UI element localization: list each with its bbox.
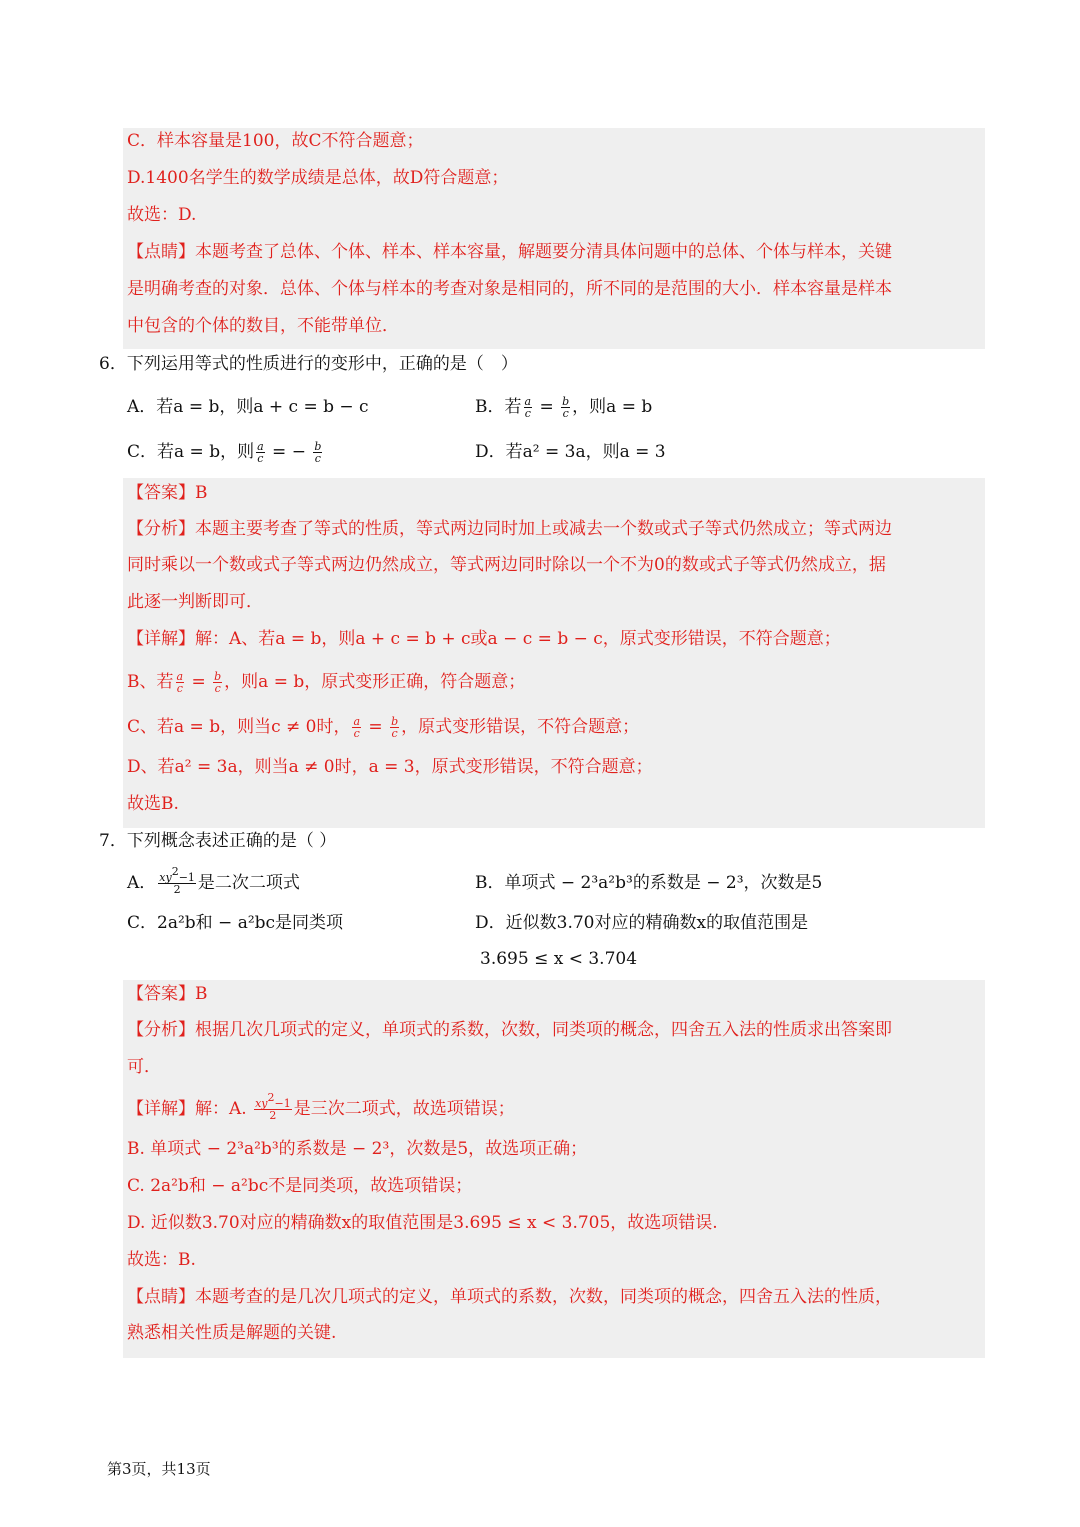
q7-option-a-label: A．: [127, 873, 157, 893]
detail-b-pre: B、若: [127, 672, 174, 692]
q7-option-d-1: D．近似数3.70对应的精确数x的取值范围是: [475, 913, 809, 933]
detail-a-post: 是三次二项式，故选项错误；: [293, 1099, 515, 1119]
prev-note-1: [127, 239, 892, 265]
q7-note-2: 熟悉相关性质是解题的关键.: [127, 1323, 337, 1343]
q6-analysis-1: [127, 516, 892, 542]
answer-tag: 【答案】: [127, 984, 195, 1004]
analysis-tag: 【分析】: [127, 1020, 195, 1040]
q7-analysis-2: 可．: [127, 1057, 161, 1077]
q6-detail-d: D、若a² = 3a，则当a ≠ 0时，a = 3，原式变形错误，不符合题意；: [127, 757, 653, 777]
note-tag: 【点睛】: [127, 1287, 195, 1307]
q7-detail-a: [127, 1091, 515, 1122]
detail-b-post: ，则a = b，原式变形正确，符合题意；: [224, 672, 526, 692]
fraction-a-over-c: $\frac{a}{c}$: [176, 670, 184, 695]
q7-stem-text: 下列概念表述正确的是（ ）: [126, 831, 337, 851]
q6-detail-b: B、若 $\frac{a}{c}$ = $\frac{b}{c}$ ，则a = b，原式变形正确，符合题意；: [127, 670, 526, 695]
answer-value: B: [195, 984, 208, 1004]
q6-analysis-3: 此逐一判断即可．: [127, 592, 263, 612]
prev-note-3: 中包含的个体的数目，不能带单位．: [127, 316, 399, 336]
q7-answer: [127, 981, 208, 1007]
fraction-b-over-c: $\frac{b}{c}$: [214, 670, 222, 695]
q7-stem: [99, 828, 336, 854]
q6-detail-c: C、若a = b，则当c ≠ 0时， $\frac{a}{c}$ = $\frac{b}{c}$ ，原式变形错误，不符合题意；: [127, 715, 640, 740]
q6-answer: [127, 480, 208, 506]
detail-tag: 【详解】: [127, 1099, 195, 1119]
page-number: 第3页，共13页: [107, 1460, 211, 1478]
prev-note-2: 是明确考查的对象．总体、个体与样本的考查对象是相同的，所不同的是范围的大小．样本容量是样本: [127, 279, 892, 299]
q7-option-a: [127, 865, 300, 896]
fraction-b-over-c: $\frac{b}{c}$: [562, 395, 570, 420]
fraction-xy2-minus-1-over-2: $\frac{xy^2-1}{2}$: [159, 865, 195, 896]
q6-stem: [99, 351, 518, 377]
q7-number: 7．: [99, 831, 127, 851]
q7-detail-b: B. 单项式 − 2³a²b³的系数是 − 2³，次数是5，故选项正确；: [127, 1139, 588, 1159]
answer-value: B: [195, 483, 208, 503]
prev-answer: 故选：D.: [127, 205, 197, 225]
fraction-b-over-c: $\frac{b}{c}$: [314, 440, 322, 465]
fraction-a-over-c: $\frac{a}{c}$: [257, 440, 264, 465]
q7-conclusion: 故选：B.: [127, 1250, 196, 1270]
analysis-text: 本题主要考查了等式的性质，等式两边同时加上或减去一个数或式子等式仍然成立；等式两边: [195, 519, 892, 539]
q6-analysis-2: 同时乘以一个数或式子等式两边仍然成立，等式两边同时除以一个不为0的数或式子等式仍然成立，据: [127, 555, 886, 575]
detail-text: 解：A、若a = b，则a + c = b + c或a − c = b − c，原式变形错误，不符合题意；: [195, 629, 841, 649]
q6-option-d: D．若a² = 3a，则a = 3: [475, 442, 666, 462]
detail-c-pre: C、若a = b，则当c ≠ 0时，: [127, 717, 351, 737]
note-text: 本题考查了总体、个体、样本、样本容量，解题要分清具体问题中的总体、个体与样本，关键: [195, 242, 892, 262]
q6-option-a: A．若a = b，则a + c = b − c: [127, 397, 369, 417]
q6-conclusion: 故选B.: [127, 794, 179, 814]
q6-option-b: B．若 $\frac{a}{c}$ = $\frac{b}{c}$ ，则a = b: [475, 395, 653, 420]
q6-option-c: C．若a = b，则 $\frac{a}{c}$ = − $\frac{b}{c}$: [127, 440, 322, 465]
q7-note-1: [127, 1284, 892, 1310]
q6-option-c-label: C．若a = b，则: [127, 442, 255, 462]
detail-c-post: ，原式变形错误，不符合题意；: [401, 717, 640, 737]
q6-option-b-label: B．若: [475, 397, 522, 417]
q6-number: 6．: [99, 354, 127, 374]
q7-analysis-1: [127, 1017, 892, 1043]
fraction-xy2-minus-1-over-2: $\frac{xy^2-1}{2}$: [255, 1091, 291, 1122]
note-text: 本题考查的是几次几项式的定义，单项式的系数，次数，同类项的概念，四舍五入法的性质，: [195, 1287, 892, 1307]
analysis-text: 根据几次几项式的定义，单项式的系数，次数，同类项的概念，四舍五入法的性质求出答案即: [195, 1020, 892, 1040]
q7-option-c: C．2a²b和 − a²bc是同类项: [127, 913, 344, 933]
q7-option-b: B．单项式 − 2³a²b³的系数是 − 2³，次数是5: [475, 873, 823, 893]
fraction-b-over-c: $\frac{b}{c}$: [391, 715, 399, 740]
q6-detail-a: [127, 626, 841, 652]
q7-option-d-2: 3.695 ≤ x < 3.704: [480, 949, 638, 969]
prev-option-c: C．样本容量是100，故C不符合题意；: [127, 131, 424, 151]
note-tag: 【点睛】: [127, 242, 195, 262]
q7-option-a-text: 是二次二项式: [197, 873, 300, 893]
analysis-tag: 【分析】: [127, 519, 195, 539]
detail-tag: 【详解】: [127, 629, 195, 649]
fraction-a-over-c: $\frac{a}{c}$: [524, 395, 532, 420]
detail-a-pre: 解：A.: [195, 1099, 247, 1119]
q7-detail-d: D. 近似数3.70对应的精确数x的取值范围是3.695 ≤ x < 3.705，故选项错误.: [127, 1213, 718, 1233]
prev-option-d: D.1400名学生的数学成绩是总体，故D符合题意；: [127, 168, 509, 188]
fraction-a-over-c: $\frac{a}{c}$: [353, 715, 361, 740]
q6-stem-text: 下列运用等式的性质进行的变形中，正确的是（ ）: [126, 354, 518, 374]
q7-detail-c: C. 2a²b和 − a²bc不是同类项，故选项错误；: [127, 1176, 473, 1196]
answer-tag: 【答案】: [127, 483, 195, 503]
q6-option-b-conclusion: ，则a = b: [572, 397, 653, 417]
